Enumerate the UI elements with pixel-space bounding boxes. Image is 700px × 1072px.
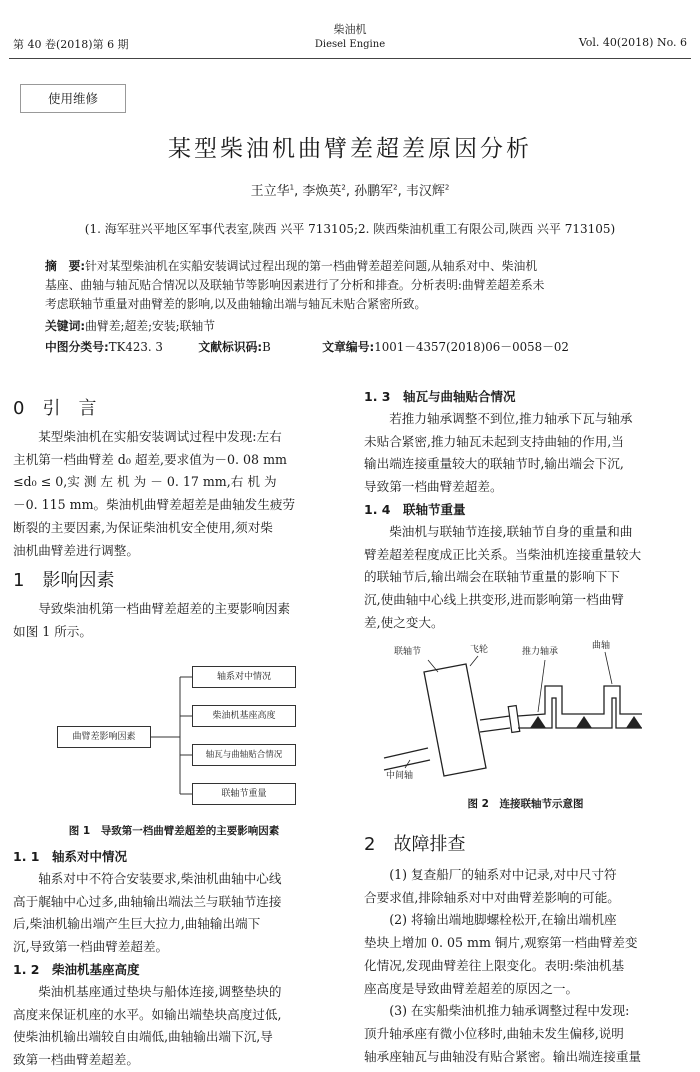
right-column (364, 386, 687, 634)
figure-1-caption: 图 1 导致第一档曲臂差超差的主要影响因素 (68, 825, 280, 837)
affiliations: (1. 海军驻兴平地区军事代表室,陕西 兴平 713105;2. 陕西柴油机重工有限公司,陕西 兴平 713105) (84, 222, 616, 236)
figure-1 (55, 660, 305, 810)
fig2-label-intermediate-shaft: 中间轴 (386, 771, 414, 781)
section-1-body: 导致柴油机第一档曲臂差超差的主要影响因素 如图 1 所示。 (13, 601, 291, 639)
bearing-support (626, 716, 642, 728)
category-tag: 使用维修 (20, 84, 126, 113)
author: 韦汉辉$^2$ (405, 183, 450, 199)
coupling-body (424, 664, 486, 776)
fig1-root-box: 曲臂差影响因素 (57, 726, 151, 748)
subsection-1-3-title: 1. 3 轴瓦与曲轴贴合情况 (364, 389, 516, 404)
article-title: 某型柴油机曲臂差超差原因分析 (168, 136, 532, 162)
fig2-label-flywheel: 飞轮 (470, 645, 489, 655)
left-column-lower (13, 846, 335, 1072)
figure-2 (380, 636, 680, 786)
abstract-label: 摘 要: (45, 259, 86, 273)
header-volume-en: Vol. 40(2018) No. 6 (578, 36, 687, 49)
subsection-1-1-body: 轴系对中不符合安装要求,柴油机曲轴中心线 高于艉轴中心过多,曲轴输出端法兰与联轴节连接 后,柴油机输出端产生巨大拉力,曲轴输出端下 沉,导致第一档曲臂差超差。 (13, 871, 282, 955)
doc-code: B (262, 340, 271, 354)
subsection-1-4-body: 柴油机与联轴节连接,联轴节自身的重量和曲 臂差超差程度成正比关系。当柴油机连接重量较大 的联轴节后,输出端会在联轴节重量的影响下下 沉,使曲轴中心线上拱变形,进而影响第一档曲臂 差,使之变大。 (364, 523, 642, 630)
bearing-support (530, 716, 546, 728)
clc-number: TK423. 3 (108, 340, 163, 354)
abstract: 摘 要:针对某型柴油机在实船安装调试过程出现的第一档曲臂差超差问题,从轴系对中、柴油机 基座、曲轴与轴瓦贴合情况以及联轴节等影响因素进行了分析和排查。分析表明:曲臂差超差系未 考虑联轴节重量对曲臂差的影响,以及曲轴输出端与轴瓦未贴合紧密所致。 关键词:曲臂差;超差;安装;联轴节 中图分类号:TK423. 3 文献标识码:B 文章编号:1001－4357(2018)06－0058－02 (45, 259, 569, 354)
header-journal-en: Diesel Engine (314, 39, 386, 50)
header-volume: 第 40 卷(2018)第 6 期 (13, 38, 129, 51)
section-2-title: 2 故障排查 (364, 834, 466, 855)
subsection-1-2-title: 1. 2 柴油机基座高度 (13, 961, 140, 977)
left-column (13, 394, 335, 644)
figure-2-drawing (380, 636, 680, 786)
subsection-1-1-title: 1. 1 轴系对中情况 (13, 849, 127, 864)
header-rule (9, 58, 691, 59)
fig2-label-crankshaft: 曲轴 (592, 641, 611, 651)
bearing-support (576, 716, 592, 728)
fig2-label-thrust-bearing: 推力轴承 (522, 647, 559, 657)
figure-2-caption: 图 2 连接联轴节示意图 (467, 798, 584, 810)
section-0-body: 某型柴油机在实船安装调试过程中发现:左右 主机第一档曲臂差 d₀ 超差,要求值为－0. 08 mm ≤d₀ ≤ 0,实 测 左 机 为 － 0. 17 mm,右 机 为 －0. 115 mm。柴油机曲臂差超差是曲轴发生疲劳 断裂的主要因素,为保证柴油机安全使用,须对柴 油机曲臂差进行调整。 (13, 429, 296, 558)
right-column-lower (364, 830, 687, 1068)
intermediate-shaft (384, 748, 428, 758)
subsection-1-4-title: 1. 4 联轴节重量 (364, 501, 466, 517)
author: 王立华$^1$ (250, 183, 295, 199)
fig2-label-coupling: 联轴节 (394, 647, 422, 657)
author-list: 王立华$^1$, 李焕英$^2$, 孙鹏军$^2$, 韦汉辉$^2$ (250, 183, 450, 199)
keywords-label: 关键词: (45, 319, 86, 333)
crankshaft (518, 686, 642, 716)
header-journal-cn: 柴油机 (333, 23, 367, 36)
fig1-child-box: 联轴节重量 (192, 783, 296, 805)
keywords: 曲臂差;超差;安装;联轴节 (85, 319, 216, 333)
author: 孙鹏军$^2$ (354, 183, 398, 199)
fig1-child-box: 轴瓦与曲轴贴合情况 (192, 744, 296, 766)
subsection-1-3-body: 若推力轴承调整不到位,推力轴承下瓦与轴承 未贴合紧密,推力轴瓦未起到支持曲轴的作用,当 输出端连接重量较大的联轴节时,输出端会下沉, 导致第一档曲臂差超差。 (364, 411, 633, 495)
fig1-child-box: 柴油机基座高度 (192, 705, 296, 727)
section-1-title: 1 影响因素 (13, 570, 115, 592)
author: 李焕英$^2$ (302, 183, 346, 199)
section-2-body: (1) 复查船厂的轴系对中记录,对中尺寸符 合要求值,排除轴系对中对曲臂差影响的可能。 (2) 将输出端地脚螺栓松开,在输出端机座 垫块上增加 0. 05 mm 铜片,观察第一档曲臂差变 化情况,发现曲臂差往上限变化。表明:柴油机基 座高度是导致曲臂差超差的原因之一。 (3) 在实船柴油机推力轴承调整过程中发现: 顶升轴承座有微小位移时,曲轴未发生偏移,说明 轴承座轴瓦与曲轴没有贴合紧密。输出端连接重量 (364, 867, 642, 1064)
section-0-title: 0 引 言 (13, 398, 97, 419)
article-id: 1001－4357(2018)06－0058－02 (374, 340, 569, 354)
subsection-1-2-body: 柴油机基座通过垫块与船体连接,调整垫块的 高度来保证机座的水平。如输出端垫块高度过低, 使柴油机输出端较自由端低,曲轴输出端下沉,导 致第一档曲臂差超差。 (13, 983, 282, 1067)
fig1-child-box: 轴系对中情况 (192, 666, 296, 688)
